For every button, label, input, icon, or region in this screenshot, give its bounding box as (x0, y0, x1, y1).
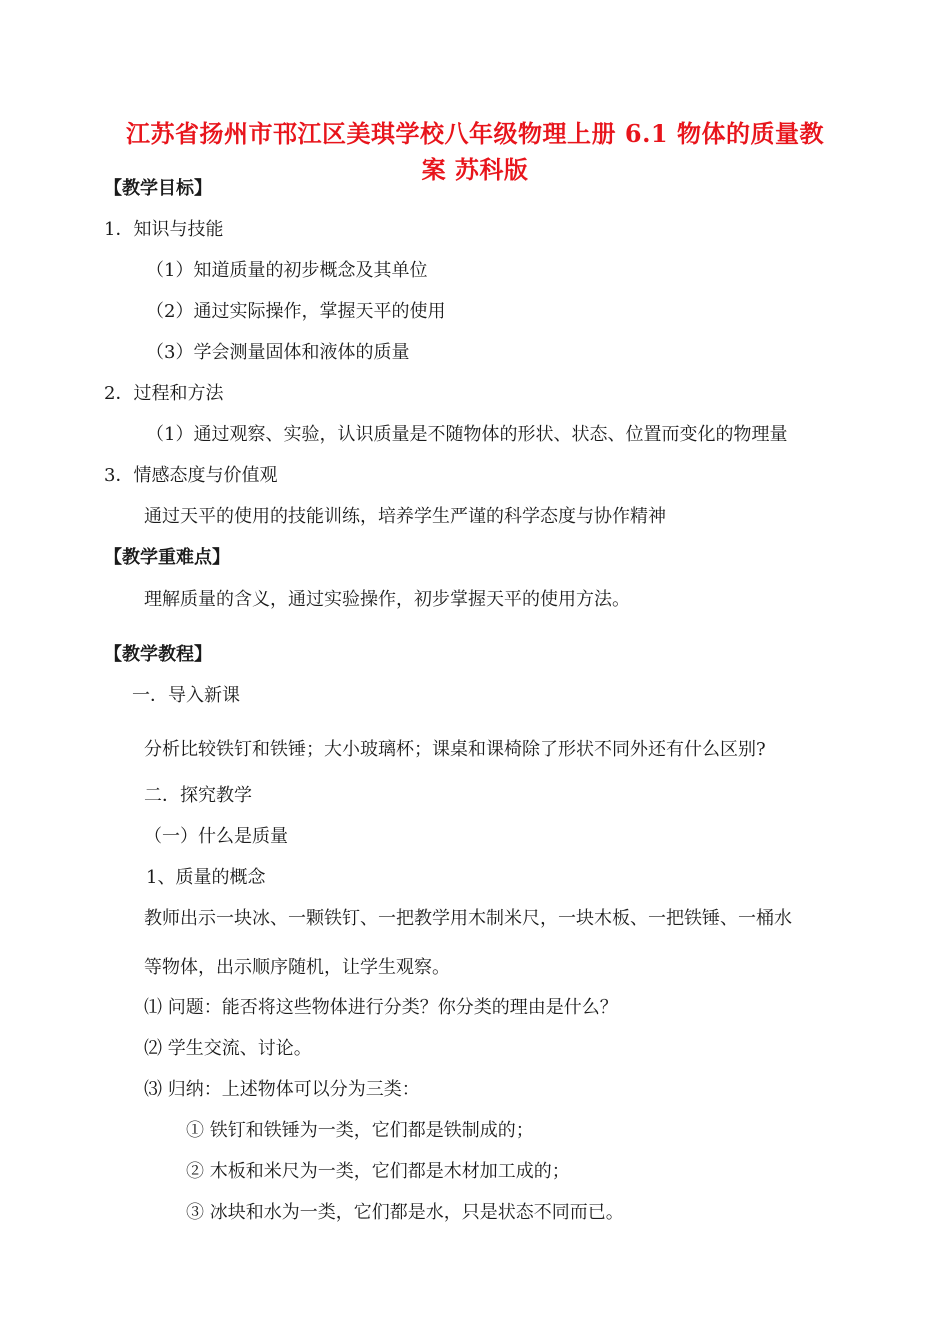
concept-text-1: 教师出示一块冰、一颗铁钉、一把教学用木制米尺，一块木板、一把铁锤、一桶水 (144, 908, 792, 929)
question-1: ⑴ 问题：能否将这些物体进行分类？你分类的理由是什么？ (144, 997, 618, 1018)
process-part-1: 一．导入新课 (132, 685, 240, 706)
objective-attitude: 3．情感态度与价值观 (104, 465, 278, 486)
category-3: ③ 冰块和水为一类，它们都是水，只是状态不同而已。 (186, 1202, 624, 1223)
objective-process: 2．过程和方法 (104, 383, 224, 404)
objective-knowledge-2: （2）通过实际操作，掌握天平的使用 (146, 301, 446, 322)
process-part-2-sub-1: （一）什么是质量 (144, 826, 288, 847)
question-3: ⑶ 归纳：上述物体可以分为三类： (144, 1079, 420, 1100)
title-line-2: 案 苏科版 (421, 155, 529, 184)
title-line-1: 江苏省扬州市邗江区美琪学校八年级物理上册 6.1 物体的质量教 (126, 119, 824, 148)
objective-knowledge-3: （3）学会测量固体和液体的质量 (146, 342, 410, 363)
objective-knowledge-1: （1）知道质量的初步概念及其单位 (146, 260, 428, 281)
process-part-2: 二．探究教学 (144, 785, 252, 806)
concept-heading: 1、质量的概念 (146, 867, 266, 888)
key-points-heading: 【教学重难点】 (104, 547, 230, 568)
category-2: ② 木板和米尺为一类，它们都是木材加工成的； (186, 1161, 570, 1182)
objectives-heading: 【教学目标】 (104, 178, 212, 199)
objective-knowledge: 1．知识与技能 (104, 219, 224, 240)
category-1: ① 铁钉和铁锤为一类，它们都是铁制成的； (186, 1120, 534, 1141)
concept-text-2: 等物体，出示顺序随机，让学生观察。 (144, 957, 450, 978)
question-2: ⑵ 学生交流、讨论。 (144, 1038, 312, 1059)
key-points-text: 理解质量的含义，通过实验操作，初步掌握天平的使用方法。 (144, 589, 630, 610)
objective-attitude-text: 通过天平的使用的技能训练，培养学生严谨的科学态度与协作精神 (144, 506, 666, 527)
process-heading: 【教学教程】 (104, 644, 212, 665)
process-part-1-text: 分析比较铁钉和铁锤；大小玻璃杯；课桌和课椅除了形状不同外还有什么区别? (144, 739, 766, 760)
objective-process-1: （1）通过观察、实验，认识质量是不随物体的形状、状态、位置而变化的物理量 (146, 424, 788, 445)
